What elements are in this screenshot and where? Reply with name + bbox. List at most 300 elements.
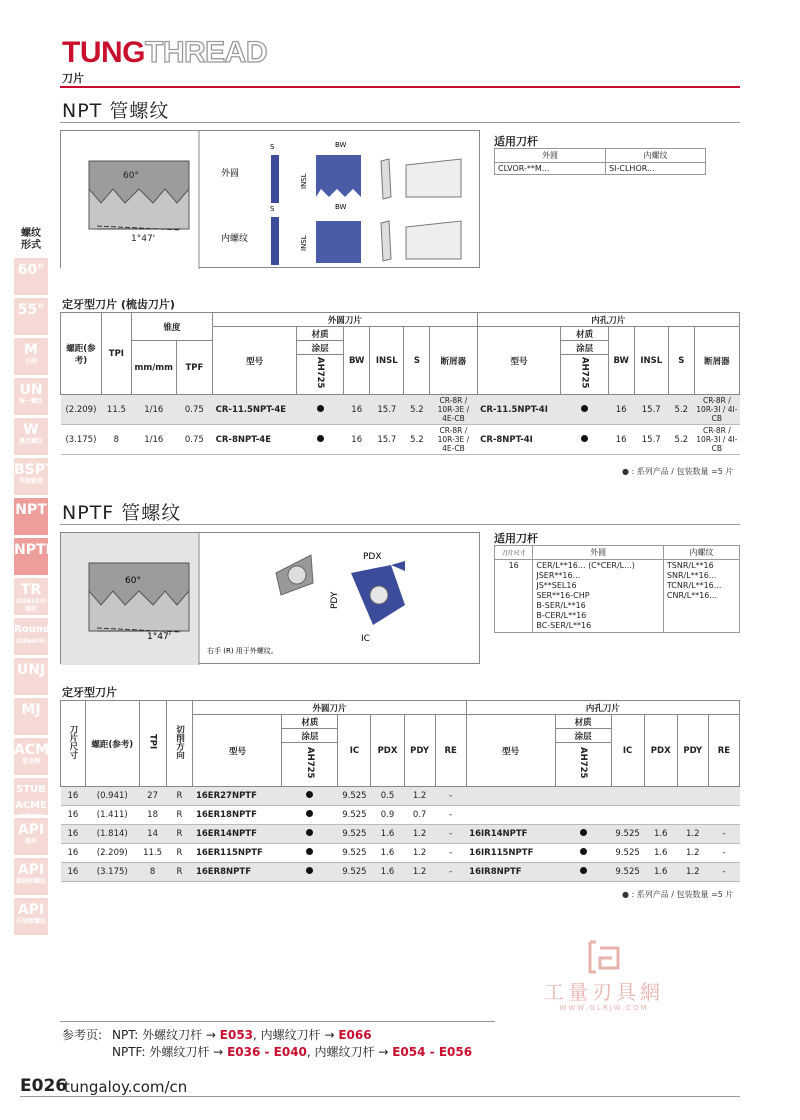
sidebar-tab-sub: (DIN103)梯形 [15,598,47,613]
table-cell [282,844,338,863]
nptf-h-grade: AH725 [304,747,315,779]
sidebar-tab-stub-acme[interactable] [14,778,48,815]
sidebar-tab-sub: 统一螺纹 [18,398,43,405]
npt-h-mm: mm/mm [131,341,176,395]
npt-insert-table [60,312,740,455]
npt-insl-label-inner: INSL [300,235,308,251]
table-cell: 1.6 [644,863,677,882]
stock-dot-icon [306,829,313,836]
npt-h-material-inner: 材质 [561,327,608,341]
sidebar-tab-label: API [17,862,45,878]
table-row [61,787,740,806]
table-cell: 16ER8NPTF [193,863,282,882]
table-cell: 16 [344,395,370,425]
sidebar-tab-label: NPT [15,502,47,518]
sidebar-tab-sub: 偏梯形螺纹 [15,878,46,885]
table-cell: 9.525 [611,825,644,844]
table-cell: 15.7 [370,395,404,425]
stock-dot-icon [580,829,587,836]
table-cell [611,787,644,806]
table-cell: 14 [139,825,166,844]
npt-holder-col-outer: 外圆 [495,149,606,163]
sidebar-tab-tr[interactable] [14,578,48,615]
npt-h-pitch: 螺距(参考) [61,313,102,395]
nptf-section-title: NPTF 管螺纹 [62,502,182,524]
table-cell: 1.6 [371,825,404,844]
nptf-insert-table [60,700,740,882]
sidebar-tab-label: API [17,822,45,838]
npt-section-title: NPT 管螺纹 [62,100,170,122]
watermark [534,940,674,1015]
nptf-h-pdx-inner: PDX [644,715,677,787]
nptf-h-dir: 切削方向 [174,725,185,759]
table-cell: (2.209) [61,395,102,425]
npt-h-breaker: 断屑器 [430,327,477,395]
table-cell: CR-8NPT-4E [213,425,297,455]
sidebar-tab-sub: 圆形 [24,838,37,845]
table-cell: 1.2 [404,787,435,806]
table-cell: 16 [61,806,86,825]
nptf-h-tpi: TPI [147,734,158,750]
npt-h-outer: 外圆刀片 [213,313,477,327]
table-row [61,806,740,825]
stock-dot-icon [580,848,587,855]
nptf-h-grade-inner: AH725 [578,747,589,779]
sidebar-tab-sub: 英制锥管 [18,478,43,485]
sidebar-tab-nptf[interactable] [14,538,56,575]
nptf-pdx-label: PDX [363,552,382,562]
nptf-holder-table [494,545,740,633]
nptf-ref-mid: , 内螺纹刀杆 → [306,1045,389,1059]
holder-list-item: B-CER/L**16 [536,611,587,620]
npt-h-tpi: TPI [101,313,131,395]
sidebar-tab-sub: 石油管螺纹 [15,918,46,925]
npt-ref-link-outer[interactable]: E053 [219,1028,254,1042]
sidebar-tab-sub: 爱克姆 [21,758,40,765]
table-cell: 1.6 [371,844,404,863]
table-cell: CR-8R / 10R-3I / 4I-CB [694,425,739,455]
npt-holder-col-inner: 内螺纹 [606,149,706,163]
npt-h-model-inner: 型号 [477,327,561,395]
sidebar-tab-label: TR [20,582,42,598]
npt-h-material: 材质 [297,327,344,341]
nptf-h-pitch: 螺距(参考) [85,701,139,787]
npt-bw-label: BW [335,141,347,149]
brand-red: TUNG [62,36,145,69]
npt-h-breaker-inner: 断屑器 [694,327,739,395]
stock-dot-icon [306,791,313,798]
table-cell [555,863,611,882]
table-cell: 0.9 [371,806,404,825]
table-row [61,425,740,455]
sidebar-tab-mj[interactable] [14,698,48,735]
table-cell: 9.525 [338,787,371,806]
table-cell: 16ER115NPTF [193,844,282,863]
table-cell: 15.7 [634,395,668,425]
table-cell: 11.5 [101,395,131,425]
table-cell: 1.2 [404,825,435,844]
website-link[interactable]: tungaloy.com/cn [64,1078,188,1096]
nptf-holder-size: 16 [495,560,533,633]
table-cell [644,806,677,825]
npt-bw-label-inner: BW [335,203,347,211]
npt-holder-table [494,148,706,175]
table-cell: 18 [139,806,166,825]
sidebar-tab-sub: 惠氏螺纹 [18,438,43,445]
npt-h-grade-inner: AH725 [579,357,590,389]
table-cell: 9.525 [338,825,371,844]
npt-reference [112,1026,372,1043]
table-cell: CR-11.5NPT-4E [213,395,297,425]
table-row [61,844,740,863]
sidebar-tab-label: 60° [17,262,45,278]
table-cell [708,806,739,825]
sidebar-heading: 螺纹形式 [21,228,41,251]
table-cell [555,825,611,844]
stock-dot-icon [581,405,588,412]
page-number: E026 [20,1076,68,1096]
table-cell [297,395,344,425]
nptf-h-size: 刀片尺寸 [67,725,78,759]
table-cell: 1.6 [644,825,677,844]
table-cell [677,806,708,825]
npt-outer-label: 外圆 [221,169,240,179]
table-cell: (0.941) [85,787,139,806]
nptf-h-ic: IC [338,715,371,787]
table-cell: 16ER27NPTF [193,787,282,806]
npt-s-label-inner: S [270,205,275,213]
sidebar-tab-unj[interactable] [14,658,48,695]
nptf-pdy-label: PDY [330,591,340,609]
table-cell [611,806,644,825]
npt-taper-label: 1°47' [131,234,156,244]
sidebar-tab-label: STUB ACME [15,784,47,811]
table-cell [555,787,611,806]
table-cell: 15.7 [634,425,668,455]
npt-h-bw: BW [344,327,370,395]
nptf-holder-col-outer: 外圆 [533,546,664,560]
table-cell [555,844,611,863]
table-cell [677,787,708,806]
nptf-reference [112,1043,472,1060]
holder-list-item: TSNR/L**16 [666,561,714,570]
table-cell: 5.2 [668,395,694,425]
table-cell: 1.6 [644,844,677,863]
table-cell: 16 [608,425,634,455]
sidebar-tab-label: UN [19,382,43,398]
reference-label: 参考页: [62,1028,103,1042]
table-cell: - [435,787,466,806]
sidebar-tab-label: M [24,342,38,358]
table-cell [282,825,338,844]
reference-rule [60,1021,495,1022]
table-cell: 1.6 [371,863,404,882]
table-cell: 16ER14NPTF [193,825,282,844]
table-cell: 9.525 [338,844,371,863]
nptf-h-pdy: PDY [404,715,435,787]
table-cell: CR-11.5NPT-4I [477,395,561,425]
table-cell: 1.2 [404,844,435,863]
npt-ref-mid: , 内螺纹刀杆 → [253,1028,335,1042]
table-cell: 1/16 [131,395,176,425]
nptf-h-model-inner: 型号 [466,715,555,787]
table-cell: (2.209) [85,844,139,863]
table-cell: 1.2 [677,825,708,844]
stock-dot-icon [306,810,313,817]
npt-h-bw-inner: BW [608,327,634,395]
holder-list-item: JSER**16... [536,571,581,580]
table-cell: - [435,825,466,844]
table-cell: 16 [608,395,634,425]
table-cell: CR-8R / 10R-3E / 4E-CB [430,395,477,425]
table-cell: CR-8R / 10R-3E / 4E-CB [430,425,477,455]
nptf-taper-label: 1°47' [147,632,172,642]
table-cell: R [166,825,193,844]
table-cell: - [708,844,739,863]
nptf-angle-label: 60° [125,576,141,586]
table-cell: 16 [61,844,86,863]
nptf-h-re: RE [435,715,466,787]
npt-h-inner: 内孔刀片 [477,313,739,327]
nptf-figure-panel [60,532,480,664]
nptf-h-pdx: PDX [371,715,404,787]
table-cell: 16IR14NPTF [466,825,555,844]
table-cell: 9.525 [611,844,644,863]
sidebar-tab-w[interactable] [14,418,48,455]
npt-h-coating: 涂层 [297,341,344,355]
sidebar-tab-label: 55° [17,302,45,318]
sidebar-tab-acme[interactable] [14,738,59,775]
table-cell: R [166,863,193,882]
npt-thread-diagram [61,131,481,269]
nptf-h-pdy-inner: PDY [677,715,708,787]
npt-title-rule [60,122,740,123]
nptf-ic-label: IC [361,634,370,644]
table-cell: 27 [139,787,166,806]
holder-list-item: CNR/L**16... [666,591,717,600]
table-cell: 5.2 [404,395,430,425]
table-cell: 1.2 [404,863,435,882]
npt-holder-title: 适用刀杆 [494,135,538,148]
table-cell [282,806,338,825]
table-cell: 16 [344,425,370,455]
table-cell: (1.411) [85,806,139,825]
sidebar-tab-sub: 公制 [24,358,37,365]
nptf-fig-caption: 右手 (R) 用于外螺纹。 [207,647,278,655]
sidebar-tab-un[interactable] [14,378,48,415]
table-cell: 11.5 [139,844,166,863]
npt-h-insl-inner: INSL [634,327,668,395]
table-cell: 16 [61,825,86,844]
brand-gray: THREAD [145,36,267,69]
table-cell [644,787,677,806]
sidebar-tab-label: BSPT [14,462,55,478]
npt-h-tpf: TPF [176,341,213,395]
npt-h-model: 型号 [213,327,297,395]
sidebar-tab-bspt[interactable] [14,458,55,495]
sidebar-tab-60°[interactable] [14,258,48,295]
stock-dot-icon [306,867,313,874]
nptf-h-coating: 涂层 [282,729,338,743]
sidebar-tab-label: ACME [14,742,59,758]
nptf-h-inner: 内孔刀片 [466,701,739,715]
npt-legend-note: ● : 系列产品 / 包装数量 =5 片 [622,467,734,476]
holder-list-item: TCNR/L**16... [666,581,722,590]
sidebar-tab-sub: (DIN405) [15,638,47,645]
table-cell: 1/16 [131,425,176,455]
nptf-legend-note: ● : 系列产品 / 包装数量 =5 片 [622,890,734,899]
table-cell: - [435,863,466,882]
table-cell: - [435,844,466,863]
nptf-h-outer: 外圆刀片 [193,701,466,715]
table-cell: 1.2 [677,844,708,863]
nptf-holder-inner-list [663,560,739,633]
nptf-h-coating-inner: 涂层 [555,729,611,743]
nptf-holder-col-inner: 内螺纹 [663,546,739,560]
table-cell [466,806,555,825]
npt-angle-label: 60° [123,171,139,181]
watermark-url: WWW.GLRJW.COM [559,1004,649,1012]
table-cell [297,425,344,455]
nptf-h-re-inner: RE [708,715,739,787]
npt-h-s-inner: S [668,327,694,395]
sidebar-tab-npt[interactable] [14,498,48,535]
nptf-holder-col-size: 刀片尺寸 [495,546,533,560]
nptf-title-rule [60,524,740,525]
holder-list-item: BC-SER/L**16 [536,621,592,630]
table-cell: 16 [61,863,86,882]
table-row [61,863,740,882]
stock-dot-icon [317,405,324,412]
table-cell: 16ER18NPTF [193,806,282,825]
table-cell: 0.5 [371,787,404,806]
stock-dot-icon [581,435,588,442]
npt-h-taper: 锥度 [131,313,212,341]
table-cell: 0.75 [176,395,213,425]
sidebar-tab-label: UNJ [16,662,46,678]
npt-holder-outer: CLVOR-**M... [495,163,606,175]
sidebar-tab-label: API [17,902,45,918]
sidebar-tab-label: NPTF [14,542,56,558]
sidebar-tab-api[interactable] [14,818,48,855]
npt-insl-label: INSL [300,173,308,189]
watermark-logo-icon [584,940,624,976]
sidebar-tab-api[interactable] [14,858,48,895]
table-cell: (3.175) [61,425,102,455]
table-cell [466,787,555,806]
nptf-h-model: 型号 [193,715,282,787]
nptf-h-material-inner: 材质 [555,715,611,729]
table-cell [282,787,338,806]
table-cell: - [708,863,739,882]
nptf-ref-prefix: NPTF: 外螺纹刀杆 → [112,1045,224,1059]
table-cell: 8 [101,425,131,455]
table-cell: (1.814) [85,825,139,844]
sidebar-tab-round[interactable] [14,618,48,655]
holder-list-item: SNR/L**16... [666,571,717,580]
brand-logo [62,38,267,68]
sidebar-tab-label: Round [14,624,50,635]
table-cell: R [166,787,193,806]
nptf-h-material: 材质 [282,715,338,729]
table-cell: (3.175) [85,863,139,882]
watermark-text: 工量刃具網 [544,980,664,1004]
table-cell: 15.7 [370,425,404,455]
header-rule [60,86,740,88]
footer-rule [20,1096,740,1097]
holder-list-item: CER/L**16... (C*CER/L...) [536,561,635,570]
npt-table-title: 定牙型刀片 (梳齿刀片) [62,298,175,311]
npt-figure-panel [60,130,480,268]
stock-dot-icon [317,435,324,442]
table-cell [561,395,608,425]
table-cell [708,787,739,806]
npt-h-insl: INSL [370,327,404,395]
table-cell: 1.2 [677,863,708,882]
table-cell: 9.525 [611,863,644,882]
npt-ref-prefix: NPT: 外螺纹刀杆 → [112,1028,216,1042]
table-cell [282,863,338,882]
table-cell: R [166,844,193,863]
nptf-ref-link-outer[interactable]: E036 - E040 [227,1045,307,1059]
nptf-thread-diagram [61,533,481,665]
table-row [61,395,740,425]
npt-s-label: S [270,143,275,151]
table-cell: - [708,825,739,844]
holder-list-item: SER**16-CHP [536,591,590,600]
nptf-ref-link-inner[interactable]: E054 - E056 [392,1045,473,1059]
table-cell: 5.2 [404,425,430,455]
table-cell: CR-8R / 10R-3I / 4I-CB [694,395,739,425]
npt-holder-inner: SI-CLHOR... [606,163,706,175]
npt-h-grade: AH725 [315,357,326,389]
table-cell: R [166,806,193,825]
table-cell: 16 [61,787,86,806]
sidebar-tab-m[interactable] [14,338,48,375]
sidebar-tab-55°[interactable] [14,298,48,335]
sidebar-tab-label: MJ [21,702,41,718]
table-cell [561,425,608,455]
nptf-h-ic-inner: IC [611,715,644,787]
npt-h-s: S [404,327,430,395]
table-cell: 16IR115NPTF [466,844,555,863]
sidebar-tab-api[interactable] [14,898,48,935]
nptf-table-title: 定牙型刀片 [62,686,117,699]
table-cell: CR-8NPT-4I [477,425,561,455]
table-cell: 8 [139,863,166,882]
stock-dot-icon [580,867,587,874]
nptf-holder-title: 适用刀杆 [494,532,538,545]
npt-inner-label: 内螺纹 [221,234,249,244]
nptf-holder-outer-list [533,560,664,633]
table-row [61,825,740,844]
holder-list-item: JS**SEL16 [536,581,577,590]
sidebar-tab-label: W [23,422,39,438]
holder-list-item: B-SER/L**16 [536,601,586,610]
table-cell: - [435,806,466,825]
category-label: 刀片 [62,72,84,85]
table-cell: 9.525 [338,806,371,825]
table-cell: 0.7 [404,806,435,825]
table-cell: 16IR8NPTF [466,863,555,882]
stock-dot-icon [306,848,313,855]
table-cell: 5.2 [668,425,694,455]
table-cell [555,806,611,825]
table-cell: 9.525 [338,863,371,882]
npt-ref-link-inner[interactable]: E066 [338,1028,372,1042]
table-cell: 0.75 [176,425,213,455]
npt-h-coating-inner: 涂层 [561,341,608,355]
